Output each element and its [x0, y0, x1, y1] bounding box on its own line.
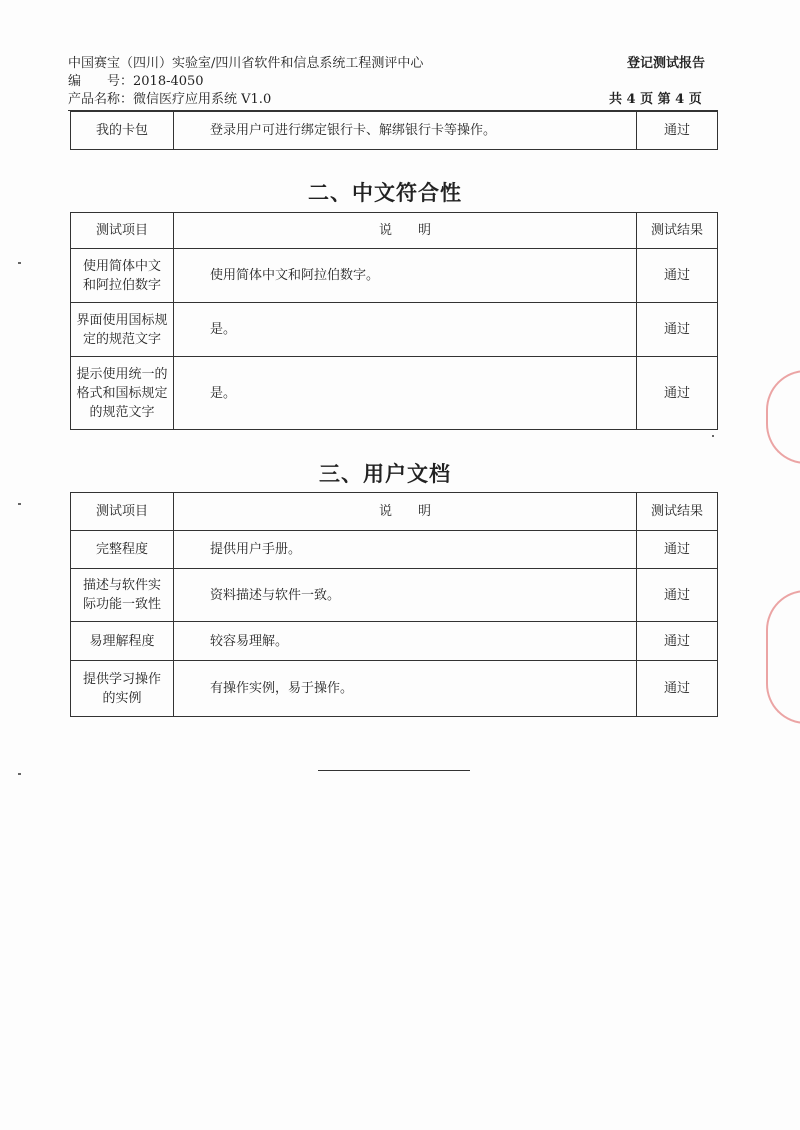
item-line: 描述与软件实: [82, 578, 161, 593]
result-cell: 通过: [637, 622, 718, 661]
item-line: 易理解程度: [89, 633, 155, 649]
table-row: [71, 569, 718, 622]
item-cell: [71, 661, 174, 717]
item-cell: [71, 622, 174, 661]
top-table: [70, 111, 718, 150]
result-cell: 通过: [637, 303, 718, 357]
header-result: 测试结果: [637, 493, 718, 531]
desc-cell: 使用简体中文和阿拉伯数字。: [174, 249, 637, 303]
item-line: 际功能一致性: [82, 597, 161, 612]
table-row: [71, 357, 718, 430]
item-line: 使用简体中文: [82, 258, 161, 274]
header-org: 中国赛宝（四川）实验室/四川省软件和信息系统工程测评中心: [68, 56, 424, 71]
section3-table: [70, 492, 718, 717]
item-line: 完整程度: [95, 542, 148, 557]
result-cell: 通过: [637, 661, 718, 717]
header-desc: 说 明: [174, 213, 637, 249]
item-cell: 我的卡包: [71, 112, 174, 150]
scan-speck: [18, 262, 21, 264]
item-line: 界面使用国标规: [76, 312, 168, 328]
header-page-info: 共 4 页 第 4 页: [609, 92, 702, 107]
table-row: [71, 622, 718, 661]
header-item: 测试项目: [71, 493, 174, 531]
item-line: 的实例: [102, 690, 142, 706]
section2-table: [70, 212, 718, 430]
desc-cell: 较容易理解。: [174, 622, 637, 661]
table-row: [71, 249, 718, 303]
result-cell: 通过: [637, 569, 718, 622]
table-header-row: [71, 213, 718, 249]
scan-speck: [18, 773, 21, 775]
end-rule: [318, 770, 470, 771]
result-cell: 通过: [637, 531, 718, 569]
table-row: [71, 303, 718, 357]
item-cell: [71, 303, 174, 357]
item-line: 和阿拉伯数字: [82, 277, 161, 293]
desc-cell: 资料描述与软件一致。: [174, 569, 637, 622]
desc-cell: 是。: [174, 303, 637, 357]
item-cell: [71, 531, 174, 569]
header-item: 测试项目: [71, 213, 174, 249]
header-product-value: 微信医疗应用系统 V1.0: [133, 92, 272, 107]
item-line: 的规范文字: [89, 404, 155, 420]
header-product-label: 产品名称：: [68, 92, 134, 107]
item-cell: [71, 357, 174, 430]
item-line: 提示使用统一的: [76, 366, 168, 382]
scan-speck: [712, 435, 714, 437]
result-cell: 通过: [637, 112, 718, 150]
desc-cell: 是。: [174, 357, 637, 430]
scan-speck: [18, 503, 21, 505]
desc-cell: 提供用户手册。: [174, 531, 637, 569]
header-result: 测试结果: [637, 213, 718, 249]
item-cell: [71, 569, 174, 622]
header-number: [68, 74, 204, 90]
header-number-value: 2018-4050: [133, 74, 204, 89]
table-row: [71, 112, 718, 150]
desc-cell: 有操作实例，易于操作。: [174, 661, 637, 717]
table-row: [71, 661, 718, 717]
item-line: 提供学习操作: [82, 671, 161, 687]
seal-fragment-icon: [766, 590, 800, 724]
section3-title: 三、用户文档: [319, 462, 451, 486]
table-header-row: [71, 493, 718, 531]
section2-title: 二、中文符合性: [308, 181, 462, 205]
table-row: [71, 531, 718, 569]
header-desc: 说 明: [174, 493, 637, 531]
result-cell: 通过: [637, 357, 718, 430]
item-line: 定的规范文字: [82, 331, 161, 347]
item-line: 格式和国标规定: [76, 385, 168, 401]
header-report-type: 登记测试报告: [627, 56, 706, 71]
result-cell: 通过: [637, 249, 718, 303]
desc-cell: 登录用户可进行绑定银行卡、解绑银行卡等操作。: [174, 112, 637, 150]
header-product: [68, 92, 271, 108]
header-number-label: 编 号：: [68, 74, 134, 89]
item-cell: [71, 249, 174, 303]
seal-fragment-icon: [766, 370, 800, 464]
